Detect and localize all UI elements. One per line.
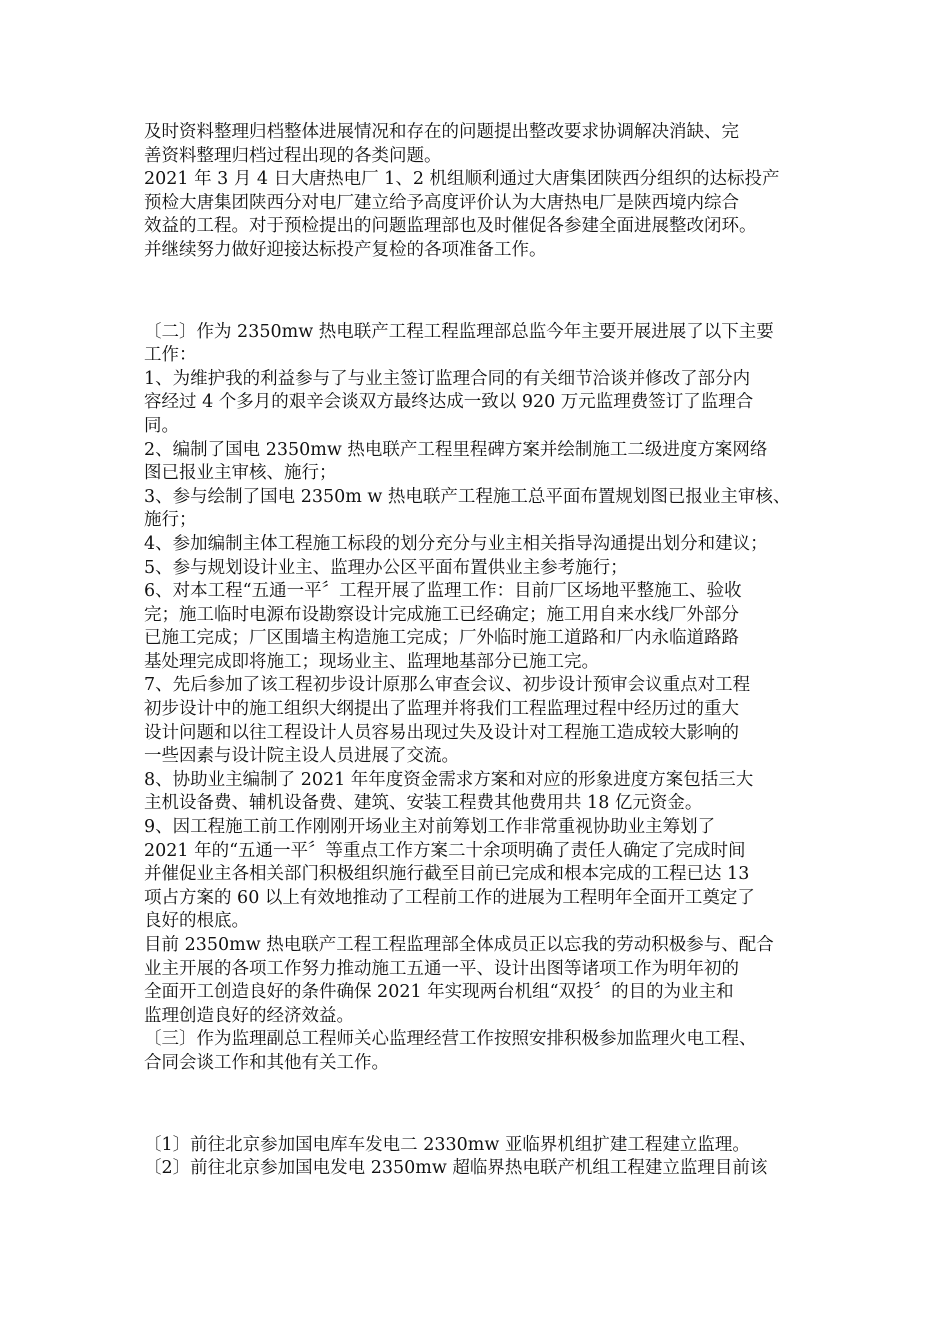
text-line: 施行； xyxy=(144,510,197,531)
text-line: 〔1〕前往北京参加国电库车发电二 2330mw 亚临界机组扩建工程建立监理。 xyxy=(144,1134,750,1155)
text-line: 完；施工临时电源布设勘察设计完成施工已经确定；施工用自来水线厂外部分 xyxy=(144,604,739,625)
text-line: 〔二〕作为 2350mw 热电联产工程工程监理部总监今年主要开展进展了以下主要 xyxy=(144,321,774,342)
paragraph-block-deputy-chief-work xyxy=(144,1134,824,1181)
paragraph-block-chief-supervisor-work xyxy=(144,321,824,1076)
text-line: 监理创造良好的经济效益。 xyxy=(144,1005,354,1026)
text-line: 效益的工程。对于预检提出的问题监理部也及时催促各参建全面进展整改闭环。 xyxy=(144,216,757,237)
spacer xyxy=(144,263,824,321)
text-line: 全面开工创造良好的条件确保 2021 年实现两台机组“双投〞的目的为业主和 xyxy=(144,982,734,1003)
text-line: 合同会谈工作和其他有关工作。 xyxy=(144,1052,389,1073)
text-line: 同。 xyxy=(144,415,179,436)
text-line: 已施工完成；厂区围墙主构造施工完成；厂外临时施工道路和厂内永临道路路 xyxy=(144,628,739,649)
text-line: 善资料整理归档过程出现的各类问题。 xyxy=(144,145,442,166)
text-line: 主机设备费、辅机设备费、建筑、安装工程费其他费用共 18 亿元资金。 xyxy=(144,793,703,814)
text-line: 〔2〕前往北京参加国电发电 2350mw 超临界热电联产机组工程建立监理目前该 xyxy=(144,1158,768,1179)
text-line: 7、先后参加了该工程初步设计原那么审查会议、初步设计预审会议重点对工程 xyxy=(144,675,751,696)
text-line: 图已报业主审核、施行； xyxy=(144,463,337,484)
text-line: 设计问题和以往工程设计人员容易出现过失及设计对工程施工造成较大影响的 xyxy=(144,722,739,743)
text-line: 3、参与绘制了国电 2350m w 热电联产工程施工总平面布置规划图已报业主审核、 xyxy=(144,486,791,507)
text-line: 工作： xyxy=(144,345,197,366)
text-line: 并继续努力做好迎接达标投产复检的各项准备工作。 xyxy=(144,239,547,260)
text-line: 〔三〕作为监理副总工程师关心监理经营工作按照安排积极参加监理火电工程、 xyxy=(144,1029,757,1050)
text-line: 项占方案的 60 以上有效地推动了工程前工作的进展为工程明年全面开工奠定了 xyxy=(144,887,755,908)
text-line: 容经过 4 个多月的艰辛会谈双方最终达成一致以 920 万元监理费签订了监理合 xyxy=(144,392,754,413)
text-line: 2021 年 3 月 4 日大唐热电厂 1、2 机组顺利通过大唐集团陕西分组织的达标投产 xyxy=(144,169,780,190)
text-line: 预检大唐集团陕西分对电厂建立给予高度评价认为大唐热电厂是陕西境内综合 xyxy=(144,192,739,213)
text-line: 目前 2350mw 热电联产工程工程监理部全体成员正以忘我的劳动积极参与、配合 xyxy=(144,935,774,955)
document-page xyxy=(144,121,824,1181)
paragraph-block-summary xyxy=(144,121,824,263)
text-line: 一些因素与设计院主设人员进展了交流。 xyxy=(144,746,459,767)
text-line: 4、参加编制主体工程施工标段的划分充分与业主相关指导沟通提出划分和建议； xyxy=(144,533,768,554)
text-line: 基处理完成即将施工；现场业主、监理地基部分已施工完。 xyxy=(144,651,599,672)
text-line: 良好的根底。 xyxy=(144,911,249,932)
text-line: 2021 年的“五通一平〞等重点工作方案二十余项明确了责任人确定了完成时间 xyxy=(144,840,746,861)
text-line: 8、协助业主编制了 2021 年年度资金需求方案和对应的形象进度方案包括三大 xyxy=(144,769,754,790)
spacer xyxy=(144,1076,824,1134)
text-line: 5、参与规划设计业主、监理办公区平面布置供业主参考施行； xyxy=(144,557,628,578)
text-line: 1、为维护我的利益参与了与业主签订监理合同的有关细节洽谈并修改了部分内 xyxy=(144,368,751,389)
text-line: 2、编制了国电 2350mw 热电联产工程里程碑方案并绘制施工二级进度方案网络 xyxy=(144,439,768,460)
text-line: 并催促业主各相关部门积极组织施行截至目前已完成和根本完成的工程已达 13 xyxy=(144,864,750,885)
text-line: 6、对本工程“五通一平〞工程开展了监理工作：目前厂区场地平整施工、验收 xyxy=(144,581,742,602)
text-line: 及时资料整理归档整体进展情况和存在的问题提出整改要求协调解决消缺、完 xyxy=(144,122,739,142)
text-line: 业主开展的各项工作努力推动施工五通一平、设计出图等诸项工作为明年初的 xyxy=(144,958,739,979)
text-line: 初步设计中的施工组织大纲提出了监理并将我们工程监理过程中经历过的重大 xyxy=(144,699,739,720)
text-line: 9、因工程施工前工作刚刚开场业主对前筹划工作非常重视协助业主筹划了 xyxy=(144,817,716,838)
